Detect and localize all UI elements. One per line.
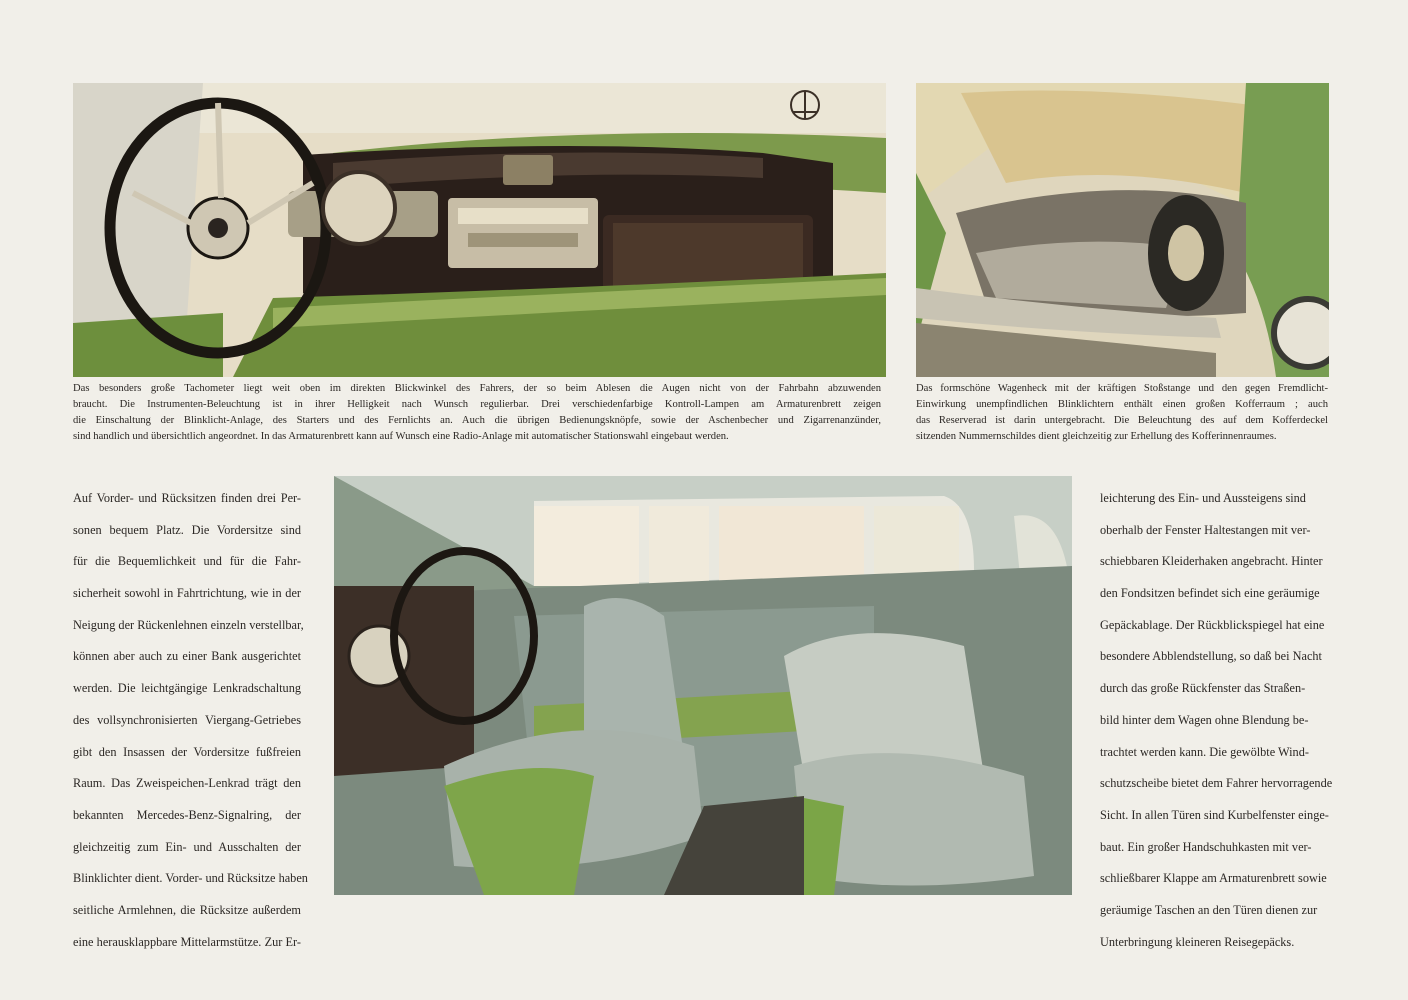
caption-dashboard [73,381,881,445]
text-line: schließbarer Klappe am Armaturenbrett sowie [1100,871,1327,886]
text-line: sicherheit sowohl in Fahrtrichtung, wie in der [73,586,301,601]
caption-line: die Einschaltung der Blinklicht-Anlage, des Starters und des Fernlichts an. Auch die übrigen Bedienungsknöpfe, sowie der Aschenbecher und Zigarrenanzünder, [73,415,881,426]
text-line: für die Bequemlichkeit und für die Fahr- [73,554,301,569]
text-line: bild hinter dem Wagen ohne Blendung be- [1100,712,1309,727]
text-line: trachtet werden kann. Die gewölbte Wind- [1100,744,1309,759]
text-line: Auf Vorder- und Rücksitzen finden drei Per- [73,491,301,505]
text-line: geräumige Taschen an den Türen dienen zur [1100,902,1318,917]
text-line: schutzscheibe bietet dem Fahrer hervorragende [1100,776,1333,791]
interior-illustration [334,476,1072,895]
text-line: des vollsynchronisierten Viergang-Getriebes [73,712,301,727]
text-line: bekannten Mercedes-Benz-Signalring, der [73,807,301,822]
text-line: Gepäckablage. Der Rückblickspiegel hat eine [1100,617,1325,632]
text-line: können aber auch zu einer Bank ausgerichtet [73,649,301,664]
text-line: schiebbaren Kleiderhaken angebracht. Hinter [1100,554,1323,569]
trunk-illustration [916,83,1329,377]
text-line: oberhalb der Fenster Haltestangen mit ver- [1100,522,1311,537]
text-line: Blinklichter dient. Vorder- und Rücksitze haben [73,871,308,886]
text-line: sonen bequem Platz. Die Vordersitze sind [73,522,301,537]
text-line: gibt den Insassen der Vordersitze fußfreien [73,744,301,759]
caption-line: sitzenden Nummernschildes dient gleichzeitig zur Erhellung des Kofferinnenraumes. [916,431,1277,442]
text-line: baut. Ein großer Handschuhkasten mit ver- [1100,839,1312,854]
text-line: durch das große Rückfenster das Straßen- [1100,681,1306,696]
text-line: Raum. Das Zweispeichen-Lenkrad trägt den [73,776,301,791]
caption-line: das Reserverad ist darin untergebracht. Die Beleuchtung des auf dem Kofferdeckel [916,415,1328,426]
caption-line: Einwirkung unempfindlichen Blinklichtern enthält einen großen Kofferraum ; auch [916,399,1328,410]
caption-line: braucht. Die Instrumenten-Beleuchtung ist in ihrer Helligkeit nach Wunsch regulierbar. Drei verschiedenfarbige Kontroll-Lampen am Armaturenbrett zeigen [73,399,881,410]
text-line: leichterung des Ein- und Aussteigens sind [1100,491,1306,505]
text-line: seitliche Armlehnen, die Rücksitze außerdem [73,902,301,917]
text-line: Unterbringung kleineren Reisegepäcks. [1100,934,1295,949]
caption-line: sind handlich und übersichtlich angeordnet. In das Armaturenbrett kann auf Wunsch eine Radio-Anlage mit automatischer Stationswahl eingebaut werden. [73,431,729,442]
text-line: Sicht. In allen Türen sind Kurbelfenster einge- [1100,807,1329,822]
caption-trunk [916,381,1328,445]
text-line: besondere Abblendstellung, so daß bei Nacht [1100,649,1322,664]
caption-line: Das besonders große Tachometer liegt weit oben im direkten Blickwinkel des Fahrers, der so beim Ablesen die Augen nicht von der Fahrbahn abzuwenden [73,383,881,394]
dashboard-illustration [73,83,886,377]
body-text-left [73,483,308,958]
text-line: werden. Die leichtgängige Lenkradschaltung [73,681,301,696]
text-line: den Fondsitzen befindet sich eine geräumige [1100,586,1320,601]
text-line: eine herausklappbare Mittelarmstütze. Zur Er- [73,934,301,949]
text-line: Neigung der Rückenlehnen einzeln verstellbar, [73,617,304,632]
caption-line: Das formschöne Wagenheck mit der kräftigen Stoßstange und den gegen Fremdlicht- [916,383,1328,394]
body-text-right [1100,483,1333,958]
text-line: gleichzeitig zum Ein- und Ausschalten der [73,839,301,854]
